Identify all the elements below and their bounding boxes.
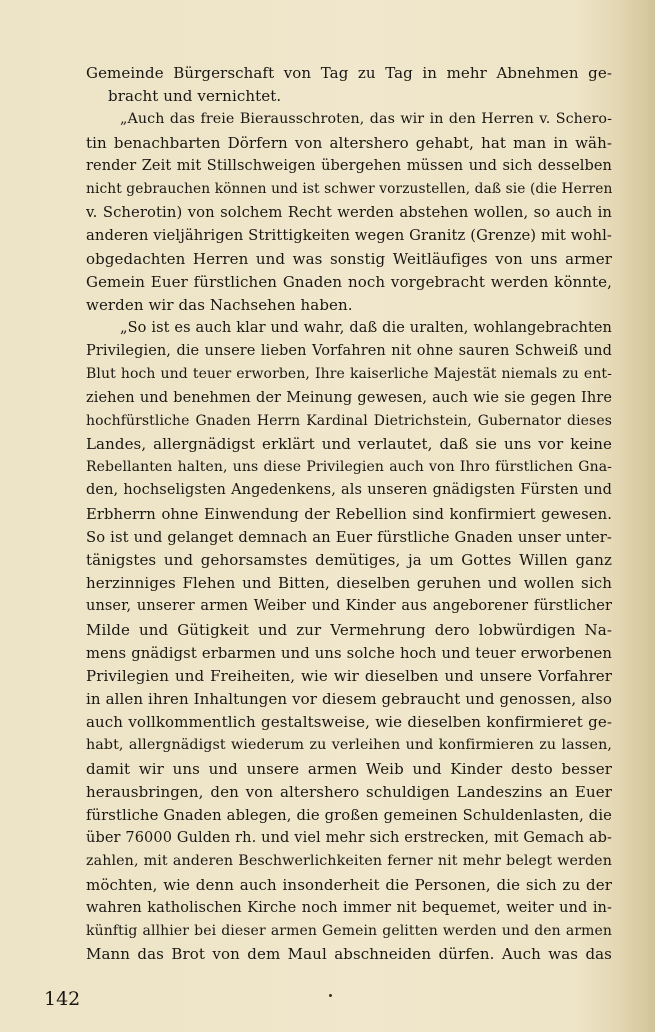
text-line: Erbherrn ohne Einwendung der Rebellion sind konfirmiert gewesen.	[86, 505, 612, 523]
text-line: So ist und gelanget demnach an Euer fürstliche Gnaden unser unter-	[86, 528, 612, 546]
text-line: render Zeit mit Stillschweigen übergehen müssen und sich desselben	[86, 157, 612, 174]
text-line: Blut hoch und teuer erworben, Ihre kaiserliche Majestät niemals zu ent-	[86, 366, 612, 383]
text-line: ziehen und benehmen der Meinung gewesen, auch wie sie gegen Ihre	[86, 389, 612, 406]
text-line: damit wir uns und unsere armen Weib und Kinder desto besser	[86, 759, 612, 778]
text-line: unser, unserer armen Weiber und Kinder aus angeborener fürstlicher	[86, 598, 612, 615]
text-line: fürstliche Gnaden ablegen, die großen gemeinen Schuldenlasten, die	[86, 807, 612, 824]
text-line: Privilegien, die unsere lieben Vorfahren nit ohne sauren Schweiß und	[86, 343, 612, 360]
text-line: v. Scherotin) von solchem Recht werden abstehen wollen, so auch in	[86, 204, 612, 222]
text-line: möchten, wie denn auch insonderheit die Personen, die sich zu der	[86, 875, 612, 894]
text-line: obgedachten Herren und was sonstig Weitläufiges von uns armer	[86, 249, 612, 268]
text-line: bracht und vernichtet.	[108, 87, 282, 106]
text-line: Gemeinde Bürgerschaft von Tag zu Tag in mehr Abnehmen ge-	[86, 64, 612, 82]
text-line: künftig allhier bei dieser armen Gemein gelitten werden und den armen	[86, 922, 612, 939]
text-line: anderen vieljährigen Strittigkeiten wegen Granitz (Grenze) mit wohl-	[86, 227, 612, 245]
page-binding-shadow	[619, 0, 655, 1032]
text-line: hochfürstliche Gnaden Herrn Kardinal Dietrichstein, Gubernator dieses	[86, 412, 612, 429]
text-line: herzinniges Flehen und Bitten, dieselben geruhen und wollen sich	[86, 574, 612, 593]
text-line: nicht gebrauchen können und ist schwer vorzustellen, daß sie (die Herren	[86, 180, 612, 197]
text-line: mens gnädigst erbarmen und uns solche hoch und teuer erworbenen	[86, 644, 612, 662]
text-line: „Auch das freie Bierausschroten, das wir in den Herren v. Schero-	[120, 111, 612, 128]
body-text	[86, 62, 612, 966]
text-line: „So ist es auch klar und wahr, daß die uralten, wohlangebrachten	[120, 320, 612, 337]
text-line: auch vollkommentlich gestaltsweise, wie dieselben konfirmieret ge-	[86, 713, 612, 732]
text-line: Milde und Gütigkeit und zur Vermehrung dero lobwürdigen Na-	[86, 620, 612, 639]
text-line: den, hochseligsten Angedenkens, als unseren gnädigsten Fürsten und	[86, 482, 612, 499]
text-line: tänigstes und gehorsamstes demütiges, ja um Gottes Willen ganz	[86, 550, 612, 569]
text-line: über 76000 Gulden rh. und viel mehr sich erstrecken, mit Gemach ab-	[86, 830, 612, 847]
page-number: 142	[44, 988, 81, 1010]
text-line: tin benachbarten Dörfern von altershero gehabt, hat man in wäh-	[86, 133, 612, 152]
text-line: werden wir das Nachsehen haben.	[86, 295, 353, 314]
text-line: Landes, allergnädigst erklärt und verlautet, daß sie uns vor keine	[86, 435, 612, 453]
text-line: Rebellanten halten, uns diese Privilegien auch von Ihro fürstlichen Gna-	[86, 459, 612, 476]
text-line: herausbringen, den von altershero schuldigen Landeszins an Euer	[86, 782, 612, 801]
text-line: habt, allergnädigst wiederum zu verleihen und konfirmieren zu lassen,	[86, 737, 612, 754]
print-speck	[329, 994, 332, 997]
text-line: zahlen, mit anderen Beschwerlichkeiten ferner nit mehr belegt werden	[86, 853, 612, 870]
text-line: Mann das Brot von dem Maul abschneiden dürfen. Auch was das	[86, 945, 612, 964]
text-line: in allen ihren Inhaltungen vor diesem gebraucht und genossen, also	[86, 690, 612, 709]
text-line: Gemein Euer fürstlichen Gnaden noch vorgebracht werden könnte,	[86, 272, 612, 291]
text-line: wahren katholischen Kirche noch immer nit bequemet, weiter und in-	[86, 899, 612, 916]
text-line: Privilegien und Freiheiten, wie wir dieselben und unsere Vorfahrer	[86, 666, 612, 685]
